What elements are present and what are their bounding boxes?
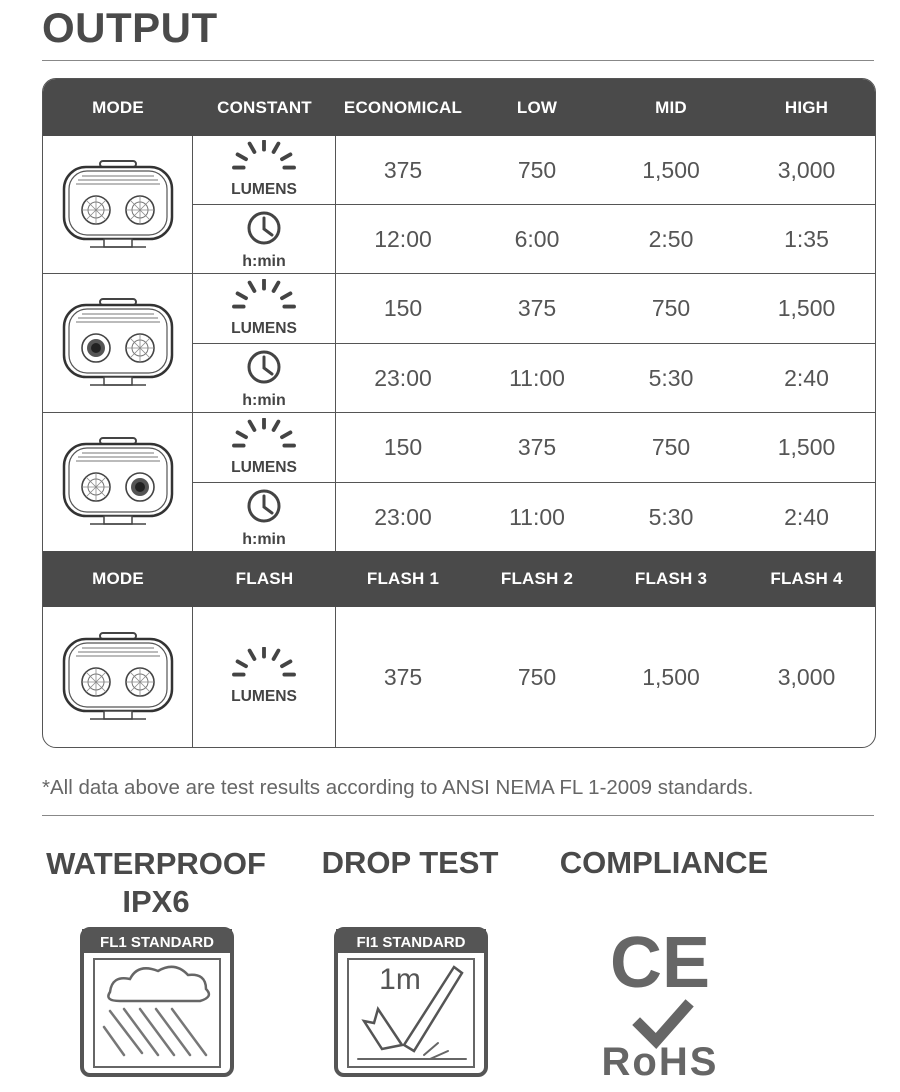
lumens-value: 3,000 xyxy=(777,156,836,183)
lamp-left-light xyxy=(43,413,192,551)
lumens-value: 375 xyxy=(517,295,557,321)
lamp-right-light xyxy=(43,274,192,412)
header-low: LOW xyxy=(516,97,558,117)
time-cell xyxy=(193,483,335,551)
page-title: OUTPUT xyxy=(42,4,218,51)
lamp-both-lights xyxy=(43,136,192,273)
footnote: *All data above are test results according to ANSI NEMA FL 1-2009 standards. xyxy=(42,776,754,799)
clock-icon xyxy=(231,486,297,548)
time-value: 23:00 xyxy=(374,364,432,391)
time-value: 11:00 xyxy=(509,503,565,530)
lumens-value: 375 xyxy=(517,434,557,460)
flash-value: 750 xyxy=(517,663,557,690)
header-mid: MID xyxy=(655,97,687,117)
flash-header-flash-3: FLASH 3 xyxy=(634,569,708,588)
waterproof-badge xyxy=(80,927,234,1077)
time-cell xyxy=(193,344,335,412)
lumens-label: LUMENS xyxy=(231,319,297,337)
time-value: 6:00 xyxy=(514,225,560,252)
drop-height: 1m xyxy=(379,963,421,996)
rohs-mark: RoHS xyxy=(601,1040,719,1081)
flash-header-flash-4: FLASH 4 xyxy=(770,569,843,588)
lumens-value: 750 xyxy=(651,434,691,460)
note-divider xyxy=(42,815,874,816)
lumens-icon xyxy=(224,279,304,339)
time-label: h:min xyxy=(242,531,286,548)
drop-test-title: DROP TEST xyxy=(321,845,499,880)
header-constant: CONSTANT xyxy=(217,97,312,117)
check-icon xyxy=(640,1007,686,1041)
lumens-value: 150 xyxy=(383,295,423,321)
lumens-cell xyxy=(193,136,335,204)
lumens-icon xyxy=(224,418,304,478)
waterproof-heading: WATERPROOF xyxy=(46,846,266,881)
lumens-value: 1,500 xyxy=(777,295,836,321)
time-value: 2:40 xyxy=(784,503,829,530)
time-label: h:min xyxy=(242,392,286,409)
time-label: h:min xyxy=(242,253,286,270)
header-high: HIGH xyxy=(784,97,829,117)
time-value: 5:30 xyxy=(648,364,694,391)
waterproof-badge-label: FL1 STANDARD xyxy=(100,934,214,951)
time-value: 12:00 xyxy=(374,225,432,252)
lumens-icon xyxy=(224,647,304,707)
title-divider xyxy=(42,60,874,61)
lumens-cell xyxy=(193,607,335,747)
flash-header-mode: MODE xyxy=(92,569,144,588)
lumens-label: LUMENS xyxy=(231,181,297,198)
flash-header-flash-2: FLASH 2 xyxy=(500,569,574,588)
time-value: 5:30 xyxy=(648,503,694,530)
lumens-value: 750 xyxy=(517,156,557,183)
waterproof-title xyxy=(36,845,276,921)
flash-header xyxy=(43,551,875,607)
drop-test-badge-label: FI1 STANDARD xyxy=(356,934,466,951)
right-light-icon xyxy=(62,298,174,388)
flash-header-flash: FLASH xyxy=(235,569,294,588)
lumens-value: 750 xyxy=(651,295,691,321)
clock-icon xyxy=(231,208,297,270)
time-value: 23:00 xyxy=(374,503,432,530)
lumens-value: 1,500 xyxy=(642,156,700,183)
drop-test-badge xyxy=(334,927,488,1077)
time-value: 2:50 xyxy=(648,225,694,252)
header-mode: MODE xyxy=(92,97,144,117)
lumens-cell xyxy=(193,274,335,343)
both-lights-icon xyxy=(62,160,174,250)
flash-value: 1,500 xyxy=(642,663,700,690)
time-cell xyxy=(193,205,335,273)
lumens-value: 150 xyxy=(383,434,423,460)
clock-icon xyxy=(231,347,297,409)
compliance-marks xyxy=(590,925,730,1081)
output-table xyxy=(42,78,876,748)
lumens-label: LUMENS xyxy=(231,458,297,476)
table-header xyxy=(43,79,875,136)
waterproof-rating: IPX6 xyxy=(122,884,190,919)
left-light-icon xyxy=(62,437,174,527)
ce-mark: CE xyxy=(609,925,711,1003)
time-value: 2:40 xyxy=(784,364,829,391)
compliance-title: COMPLIANCE xyxy=(559,845,769,880)
lumens-label: LUMENS xyxy=(231,688,297,705)
both-lights-icon xyxy=(62,632,174,722)
flash-header-flash-1: FLASH 1 xyxy=(366,569,440,588)
time-value: 11:00 xyxy=(509,364,565,391)
lamp-flash xyxy=(43,607,192,747)
flash-value: 375 xyxy=(383,663,423,690)
lumens-value: 1,500 xyxy=(777,434,836,460)
header-economical: ECONOMICAL xyxy=(343,97,463,117)
lumens-cell xyxy=(193,413,335,482)
time-value: 1:35 xyxy=(784,225,829,252)
lumens-icon xyxy=(224,140,304,200)
lumens-value: 375 xyxy=(383,156,423,183)
flash-value: 3,000 xyxy=(777,663,836,690)
